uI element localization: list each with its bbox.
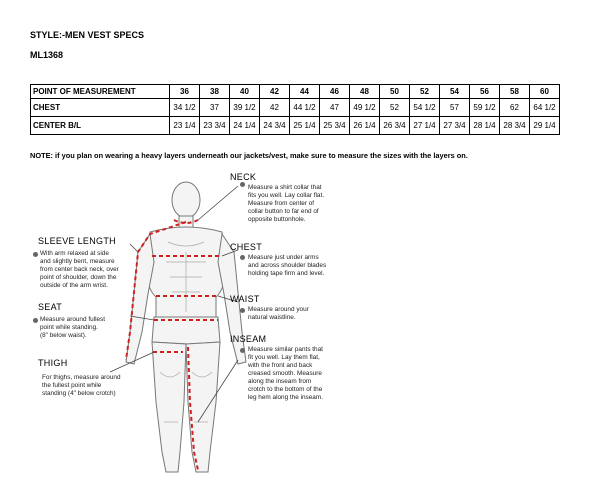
inseam-bullet-icon [240,348,245,353]
size-header: 50 [380,85,410,99]
table-cell: 54 1/2 [410,99,440,117]
size-header: 40 [230,85,260,99]
point-of-measurement-header: POINT OF MEASUREMENT [31,85,170,99]
neck-line: Measure from center of [248,200,315,207]
thigh-title: THIGH [38,358,68,368]
inseam-instructions [248,346,323,402]
inseam-line: crotch to the bottom of the [248,386,323,393]
sleeve-length-title: SLEEVE LENGTH [38,236,116,246]
size-header: 36 [170,85,200,99]
inseam-line: fit you well. Lay them flat, [248,354,320,361]
chest-title: CHEST [230,242,263,252]
table-cell: 27 1/4 [410,117,440,135]
inseam-line: creased smooth. Measure [248,370,322,377]
table-cell: 26 1/4 [350,117,380,135]
table-cell: 42 [260,99,290,117]
style-code: ML1368 [30,50,64,60]
table-row [31,99,560,117]
table-cell: 24 1/4 [230,117,260,135]
table-cell: 23 3/4 [200,117,230,135]
neck-line: opposite buttonhole. [248,216,306,223]
size-header: 52 [410,85,440,99]
table-cell: 59 1/2 [470,99,500,117]
neck-line: Measure a shirt collar that [248,184,322,191]
sleeve-instructions [40,250,119,290]
chest-line: Measure just under arms [248,254,319,261]
size-spec-table [30,84,560,135]
table-cell: 47 [320,99,350,117]
table-cell: 26 3/4 [380,117,410,135]
inseam-line: Measure similar pants that [248,346,323,353]
table-cell: 44 1/2 [290,99,320,117]
table-cell: 34 1/2 [170,99,200,117]
thigh-line: the fullest point while [42,382,102,389]
layering-note: NOTE: if you plan on wearing a heavy layers underneath our jackets/vest, make sure to measure the sizes with the layers on. [30,151,468,160]
inseam-line: along the inseam from [248,378,312,385]
thigh-instructions [42,374,121,398]
sleeve-line: point of shoulder, down the [40,274,117,281]
table-cell: 62 [500,99,530,117]
neck-bullet-icon [240,182,245,187]
chest-line: and across shoulder blades [248,262,327,269]
size-header: 46 [320,85,350,99]
neck-title: NECK [230,172,257,182]
neck-instructions [248,184,324,224]
table-cell: 28 1/4 [470,117,500,135]
table-cell: 27 3/4 [440,117,470,135]
table-cell: 29 1/4 [530,117,560,135]
seat-line: (8" below waist). [40,332,87,339]
style-title: STYLE:-MEN VEST SPECS [30,30,145,40]
row-label-center-bl: CENTER B/L [31,117,170,135]
table-cell: 52 [380,99,410,117]
size-header: 54 [440,85,470,99]
table-cell: 64 1/2 [530,99,560,117]
seat-line: Measure around fullest [40,316,106,323]
table-cell: 25 1/4 [290,117,320,135]
size-header: 58 [500,85,530,99]
table-cell: 28 3/4 [500,117,530,135]
chest-line: holding tape firm and level. [248,270,325,277]
chest-bullet-icon [240,255,245,260]
table-cell: 23 1/4 [170,117,200,135]
chest-instructions [248,254,326,278]
waist-line: natural waistline. [248,314,296,321]
thigh-line: standing (4" below crotch) [42,390,116,397]
waist-line: Measure around your [248,306,309,313]
size-header: 56 [470,85,500,99]
inseam-line: with the front and back [248,362,313,369]
table-cell: 24 3/4 [260,117,290,135]
waist-instructions [248,306,309,322]
neck-line: collar button to far end of [248,208,319,215]
size-header: 42 [260,85,290,99]
seat-title: SEAT [38,302,63,312]
sleeve-line: from center back neck, over [40,266,119,273]
table-header-row [31,85,560,99]
seat-instructions [40,316,105,340]
sleeve-bullet-icon [33,252,38,257]
sleeve-line: and slightly bent, measure [40,258,115,265]
size-header: 44 [290,85,320,99]
waist-bullet-icon [240,308,245,313]
thigh-line: For thighs, measure around [42,374,121,381]
table-cell: 57 [440,99,470,117]
sleeve-line: With arm relaxed at side [40,250,109,257]
inseam-title: INSEAM [230,334,267,344]
sleeve-line: outside of the arm wrist. [40,282,108,289]
table-cell: 25 3/4 [320,117,350,135]
size-header: 48 [350,85,380,99]
table-cell: 37 [200,99,230,117]
waist-title: WAIST [230,294,260,304]
neck-line: fits you well. Lay collar flat. [248,192,325,199]
table-cell: 49 1/2 [350,99,380,117]
table-row [31,117,560,135]
size-header: 38 [200,85,230,99]
seat-bullet-icon [33,318,38,323]
size-header: 60 [530,85,560,99]
row-label-chest: CHEST [31,99,170,117]
inseam-line: leg hem along the inseam. [248,394,323,401]
seat-line: point while standing. [40,324,98,331]
table-cell: 39 1/2 [230,99,260,117]
